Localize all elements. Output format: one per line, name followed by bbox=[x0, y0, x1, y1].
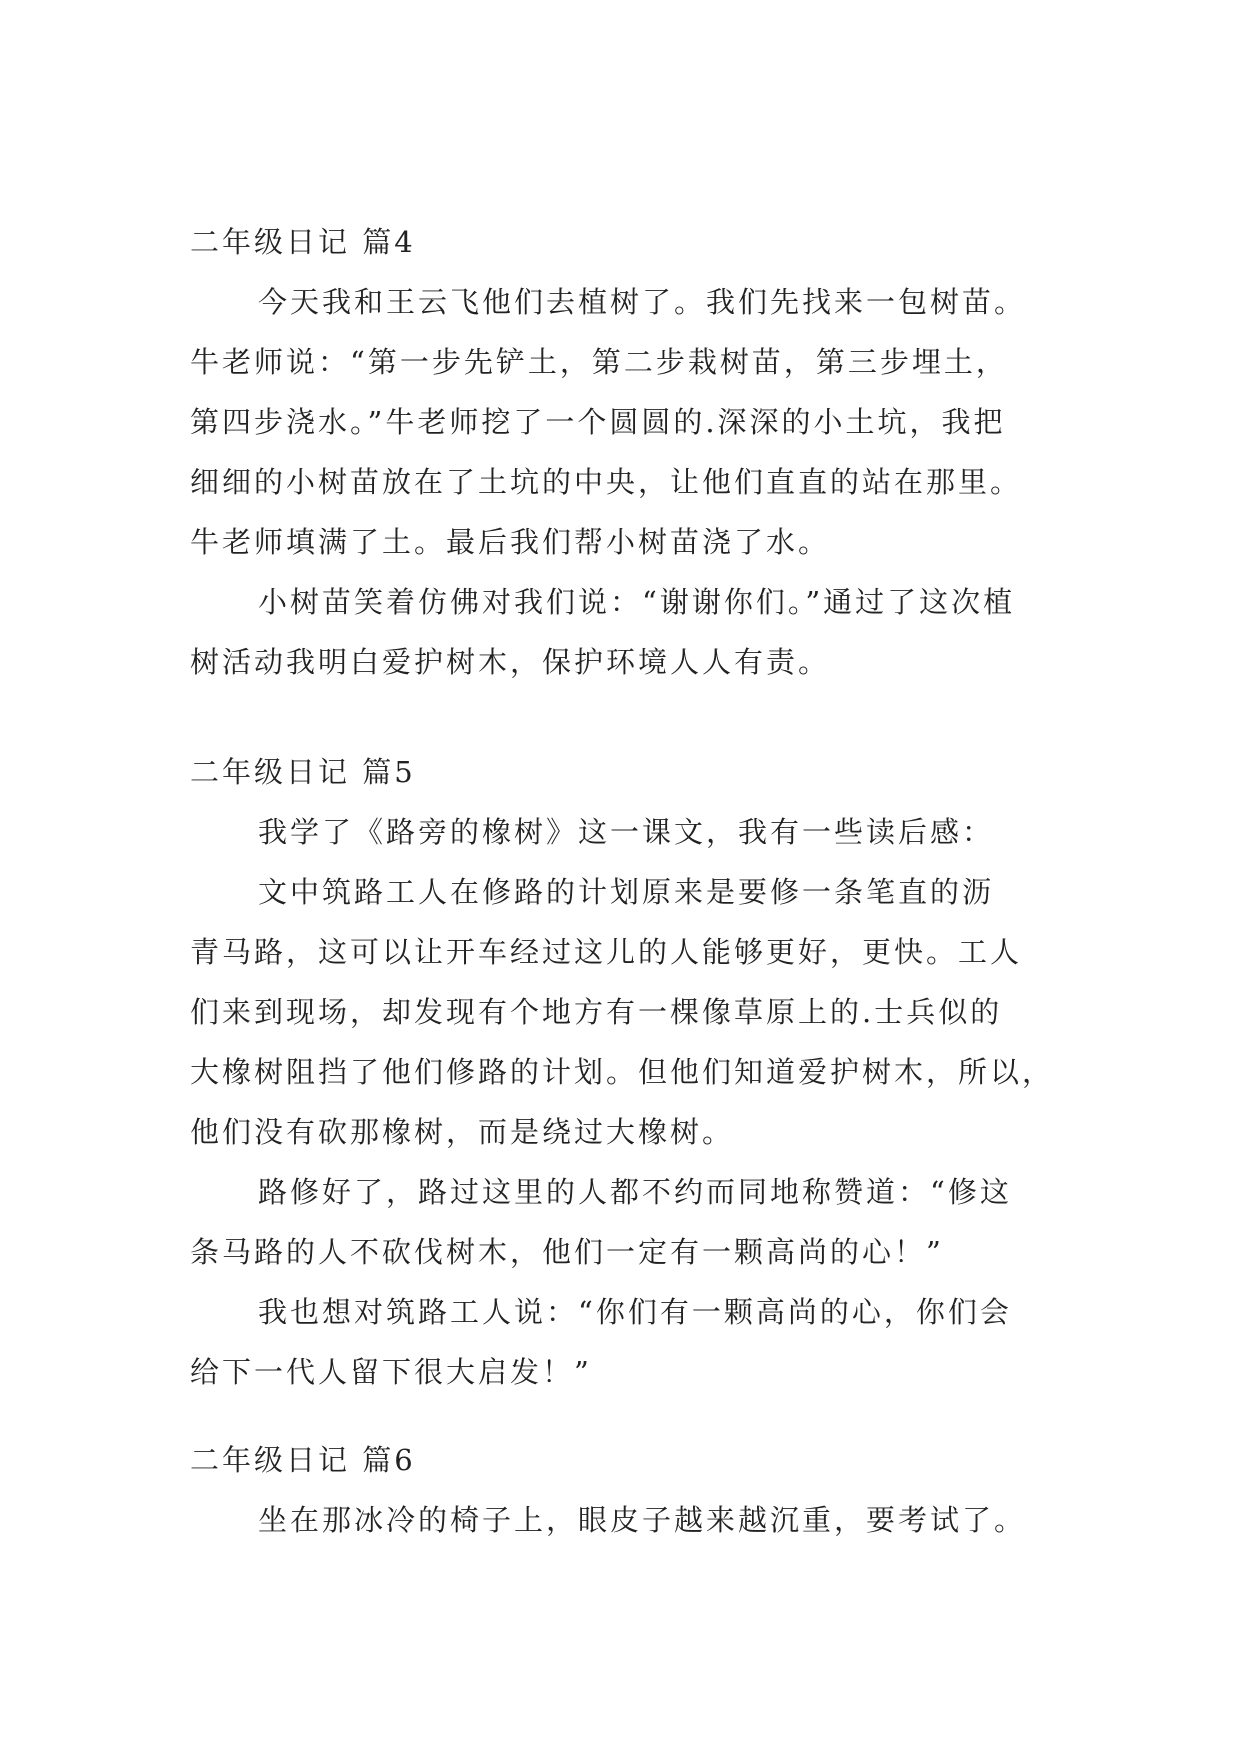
paragraph bbox=[190, 272, 1070, 572]
paragraph bbox=[190, 1282, 1070, 1402]
paragraph bbox=[190, 1490, 1070, 1550]
text-line: 牛老师填满了土。最后我们帮小树苗浇了水。 bbox=[190, 525, 831, 559]
text-line: 们来到现场，却发现有个地方有一棵像草原上的.士兵似的 bbox=[190, 995, 1003, 1029]
text-line: 大橡树阻挡了他们修路的计划。但他们知道爱护树木，所以， bbox=[190, 1055, 1055, 1089]
entry-heading: 二年级日记 篇4 bbox=[190, 225, 416, 259]
entry-heading: 二年级日记 篇5 bbox=[190, 755, 416, 789]
document-page bbox=[190, 0, 1070, 1754]
diary-entry-5 bbox=[190, 742, 1070, 1402]
text-line: 给下一代人留下很大启发！” bbox=[190, 1355, 592, 1389]
diary-entry-4 bbox=[190, 212, 1070, 692]
text-line: 今天我和王云飞他们去植树了。我们先找来一包树苗。 bbox=[258, 285, 1027, 319]
text-line: 第四步浇水。”牛老师挖了一个圆圆的.深深的小土坑，我把 bbox=[190, 405, 1006, 439]
text-line: 条马路的人不砍伐树木，他们一定有一颗高尚的心！” bbox=[190, 1235, 944, 1269]
text-line: 青马路，这可以让开车经过这儿的人能够更好，更快。工人 bbox=[190, 935, 1023, 969]
text-line: 坐在那冰冷的椅子上，眼皮子越来越沉重，要考试了。 bbox=[258, 1503, 1027, 1537]
text-line: 细细的小树苗放在了土坑的中央，让他们直直的站在那里。 bbox=[190, 465, 1023, 499]
text-line: 路修好了，路过这里的人都不约而同地称赞道：“修这 bbox=[258, 1175, 1012, 1209]
text-line: 树活动我明白爱护树木，保护环境人人有责。 bbox=[190, 645, 831, 679]
text-line: 他们没有砍那橡树，而是绕过大橡树。 bbox=[190, 1115, 735, 1149]
text-line: 我学了《路旁的橡树》这一课文，我有一些读后感： bbox=[258, 815, 995, 849]
text-line: 牛老师说：“第一步先铲土，第二步栽树苗，第三步埋土， bbox=[190, 345, 1008, 379]
paragraph bbox=[190, 802, 1070, 862]
paragraph bbox=[190, 862, 1070, 1162]
text-line: 小树苗笑着仿佛对我们说：“谢谢你们。”通过了这次植 bbox=[258, 585, 1016, 619]
paragraph bbox=[190, 1162, 1070, 1282]
entry-heading: 二年级日记 篇6 bbox=[190, 1443, 416, 1477]
text-line: 我也想对筑路工人说：“你们有一颗高尚的心，你们会 bbox=[258, 1295, 1012, 1329]
paragraph bbox=[190, 572, 1070, 692]
text-line: 文中筑路工人在修路的计划原来是要修一条笔直的沥 bbox=[258, 875, 995, 909]
diary-entry-6 bbox=[190, 1430, 1070, 1550]
